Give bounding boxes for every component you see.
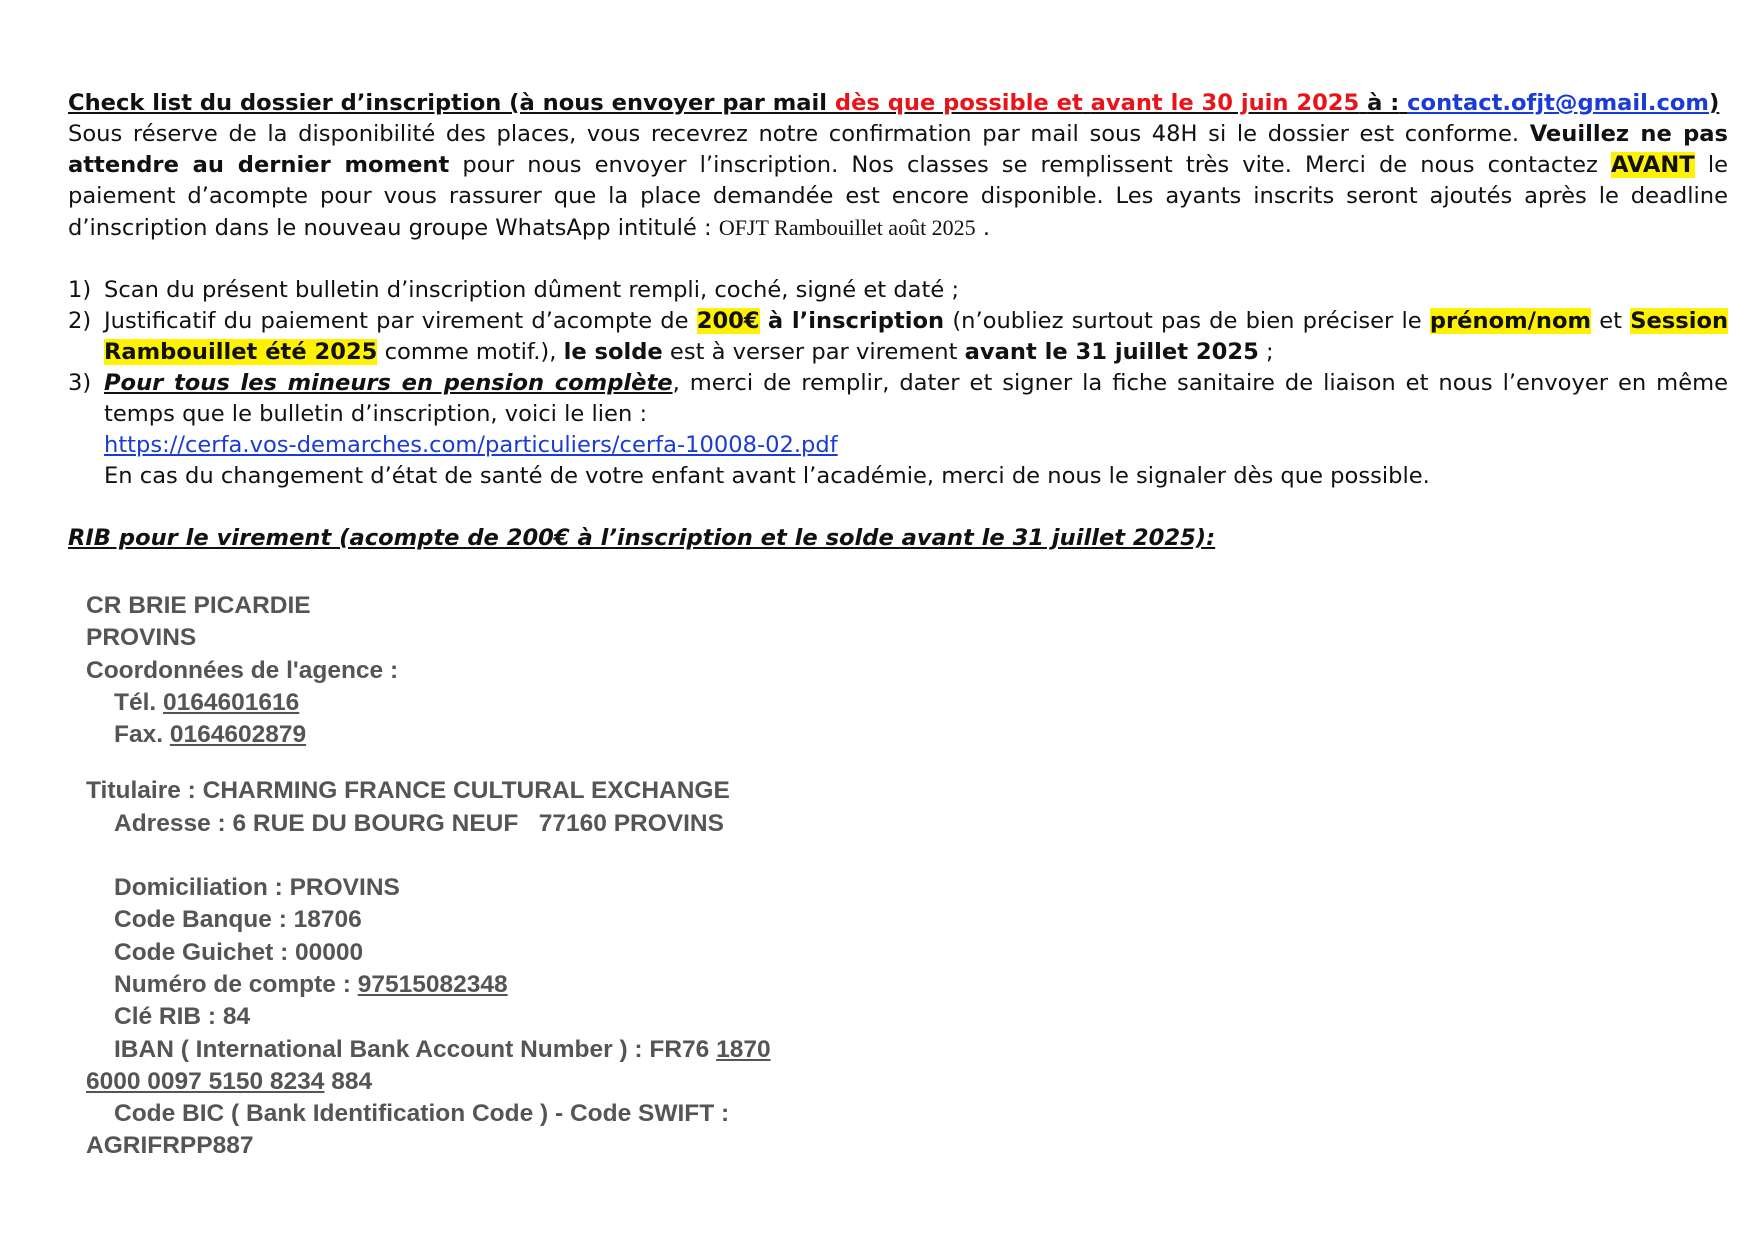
step-2-text-5: est à verser par virement — [669, 339, 958, 365]
step-number: 1) — [68, 277, 92, 303]
email-link[interactable]: contact.ofjt@gmail.com — [1407, 90, 1709, 116]
checklist-step-1 — [68, 275, 1728, 306]
instructions-block — [68, 88, 1728, 554]
intro-text-3: le paiement d’acompte pour vous rassurer que la place demandée est encore disponible. Les ayants inscrits seront ajoutés après le deadline d’inscription dans le nouveau groupe WhatsApp intitulé : — [68, 152, 1728, 241]
rib-domiciliation: Domiciliation : PROVINS — [114, 874, 400, 902]
step-2-text-3: et — [1599, 308, 1623, 334]
cerfa-link[interactable]: https://cerfa.vos-demarches.com/particuliers/cerfa-10008-02.pdf — [104, 432, 838, 458]
step-2-text-2: (n’oubliez surtout pas de bien préciser le — [952, 308, 1422, 334]
intro-highlight-avant: AVANT — [1611, 152, 1695, 178]
rib-account-number: 97515082348 — [357, 970, 508, 998]
rib-account-line — [86, 969, 771, 1001]
checklist-steps — [68, 275, 1728, 492]
rib-fax-number: 0164602879 — [169, 721, 307, 749]
rib-iban-part1: 1870 — [716, 1035, 771, 1063]
step-2-text-6: ; — [1265, 339, 1274, 365]
rib-account-label: Numéro de compte : — [114, 970, 351, 998]
step-2-bold-solde: le solde — [563, 339, 663, 365]
rib-bank-city: PROVINS — [86, 624, 197, 652]
highlight-prenom-nom: prénom/nom — [1429, 308, 1592, 334]
rib-title: RIB pour le virement (acompte de 200€ à l’inscription et le solde avant le 31 juillet 2025): — [68, 525, 1216, 551]
checklist-step-3 — [68, 368, 1728, 492]
deposit-amount: 200€ — [696, 308, 760, 334]
rib-details — [86, 590, 771, 1163]
rib-address-line — [86, 808, 771, 840]
intro-bold-warning: Veuillez ne pas attendre au dernier moment — [68, 121, 1728, 178]
step-number: 2) — [68, 308, 92, 334]
rib-key: Clé RIB : 84 — [114, 1003, 251, 1031]
heading-close: ) — [1708, 90, 1720, 116]
rib-coordinates-label: Coordonnées de l'agence : — [86, 656, 399, 684]
rib-account-holder: Titulaire : CHARMING FRANCE CULTURAL EXCHANGE — [86, 777, 730, 805]
intro-text-2: pour nous envoyer l’inscription. Nos classes se remplissent très vite. Merci de nous contactez — [462, 152, 1598, 178]
rib-iban-continuation — [86, 1066, 771, 1098]
intro-end: . — [982, 215, 991, 241]
rib-fax-line — [86, 719, 771, 751]
step-3-text-1: , merci de remplir, dater et signer la fiche sanitaire de liaison et nous l’envoyer en même temps que le bulletin d’inscription, voici le lien : — [104, 370, 1729, 427]
step-number: 3) — [68, 370, 92, 396]
step-3-text-2: En cas du changement d’état de santé de votre enfant avant l’académie, merci de nous le signaler dès que possible. — [104, 463, 1430, 489]
step-2-bold-date: avant le 31 juillet 2025 — [964, 339, 1259, 365]
step-3-bold-minors: Pour tous les mineurs en pension complète — [104, 370, 673, 396]
heading-deadline-part2: avant le 30 juin 2025 — [1090, 90, 1360, 116]
rib-bic-code: AGRIFRPP887 — [86, 1132, 254, 1160]
rib-iban-line — [86, 1034, 771, 1066]
step-2-text-4: comme motif.), — [384, 339, 557, 365]
rib-tel-line — [86, 687, 771, 719]
rib-code-banque: Code Banque : 18706 — [114, 906, 362, 934]
heading-to-label: à : — [1367, 90, 1400, 116]
rib-bic-label: Code BIC ( Bank Identification Code ) - Code SWIFT : — [114, 1100, 730, 1128]
checklist-heading — [68, 88, 1728, 119]
whatsapp-group-name: OFJT Rambouillet août 2025 — [718, 215, 976, 240]
rib-address-label: Adresse : — [114, 809, 226, 837]
intro-paragraph — [68, 119, 1728, 244]
rib-tel-number: 0164601616 — [163, 688, 300, 716]
rib-bank-name: CR BRIE PICARDIE — [86, 592, 311, 619]
checklist-step-2 — [68, 306, 1728, 368]
heading-title: Check list du dossier d’inscription (à nous envoyer par mail — [68, 90, 828, 116]
step-2-bold-inscription: à l’inscription — [767, 308, 945, 334]
step-2-text-1: Justificatif du paiement par virement d’acompte de — [104, 308, 689, 334]
intro-text-1: Sous réserve de la disponibilité des places, vous recevrez notre confirmation par mail sous 48H si le dossier est conforme. — [68, 121, 1520, 147]
rib-code-guichet: Code Guichet : 00000 — [114, 938, 364, 966]
rib-address: 6 RUE DU BOURG NEUF 77160 PROVINS — [232, 809, 724, 837]
rib-iban-part3: 884 — [331, 1067, 373, 1095]
rib-iban-label: IBAN ( International Bank Account Number ) : FR76 — [114, 1035, 710, 1063]
rib-iban-part2: 6000 0097 5150 8234 — [86, 1067, 325, 1095]
rib-tel-label: Tél. — [114, 688, 157, 716]
heading-deadline-part1: dès que possible et — [834, 90, 1083, 116]
step-1-text: Scan du présent bulletin d’inscription dûment rempli, coché, signé et daté ; — [104, 277, 960, 303]
highlight-session: Session Rambouillet été 2025 — [104, 308, 1729, 365]
rib-fax-label: Fax. — [114, 721, 164, 749]
